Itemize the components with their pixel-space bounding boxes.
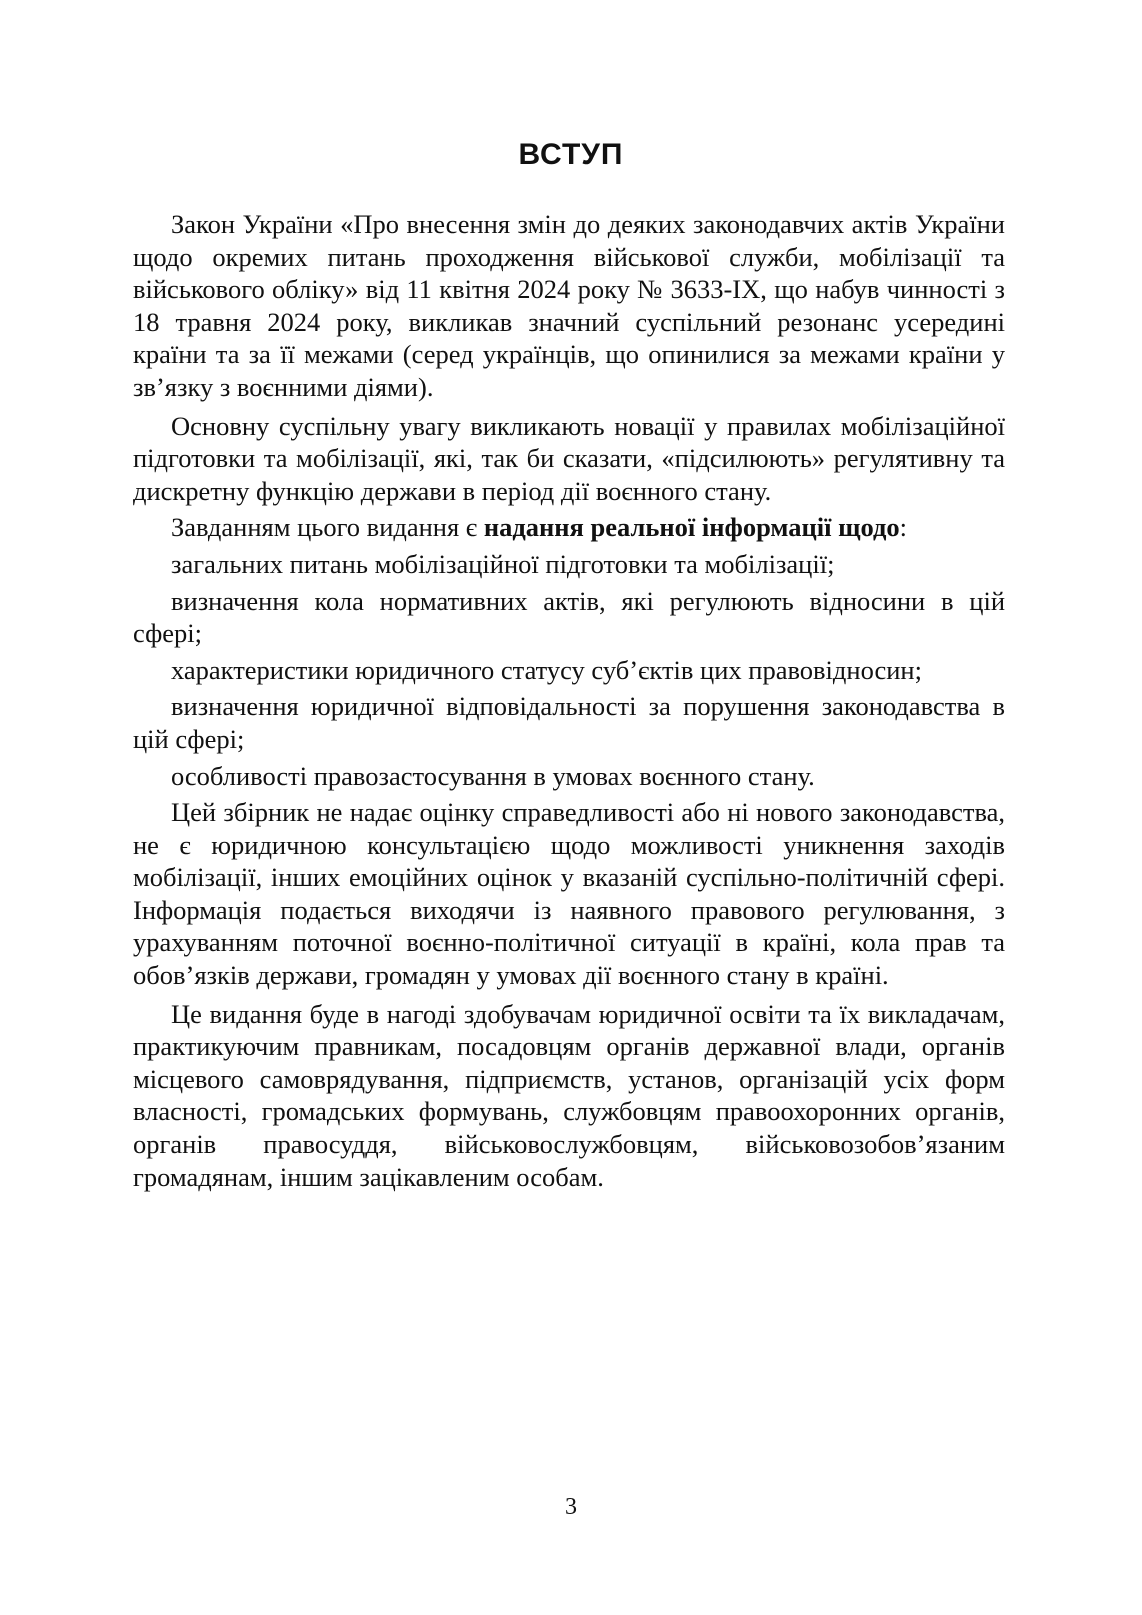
- paragraph-law-intro: Закон України «Про внесення змін до деяких законодавчих актів України щодо окремих питань проходження військової служби, мобілізації та військового обліку» від 11 квітня 2024 року № 3633-ІХ, що набув чинності з 18 травня 2024 року, викликав значний суспільний резонанс усередині країни та за її межами (серед українців, що опинилися за межами країни у зв’язку з воєнними діями).: [133, 209, 1005, 402]
- paragraph-public-attention: Основну суспільну увагу викликають новації у правилах мобілізаційної підготовки та мобілізації, які, так би сказати, «підсилюють» регулятивну та дискретну функцію держави в період дії воєнного стану.: [133, 410, 1005, 506]
- list-item: особливості правозастосування в умовах воєнного стану.: [171, 760, 815, 791]
- purpose-tail: :: [899, 512, 908, 543]
- page-number: 3: [565, 1494, 577, 1520]
- list-item: визначення юридичної відповідальності за порушення законодавства в цій сфері;: [133, 691, 1005, 754]
- purpose-emphasis: надання реальної інформації щодо: [483, 512, 900, 543]
- page-title: ВСТУП: [518, 138, 624, 171]
- list-item: характеристики юридичного статусу суб’єктів цих правовідносин;: [171, 654, 922, 685]
- list-item: загальних питань мобілізаційної підготовки та мобілізації;: [171, 548, 835, 579]
- paragraph-purpose: [133, 511, 1005, 544]
- paragraph-disclaimer: Цей збірник не надає оцінку справедливості або ні нового законодавства, не є юридичною консультацією щодо можливості уникнення заходів мобілізації, інших емоційних оцінок у вказаній суспільно-політичній сфері. Інформація подається виходячи із наявного правового регулювання, з урахуванням поточної воєнно-політичної ситуації в країні, кола прав та обов’язків держави, громадян у умовах дії воєнного стану в країні.: [133, 797, 1005, 991]
- body-text: [133, 208, 1005, 1197]
- paragraph-audience: Це видання буде в нагоді здобувачам юридичної освіти та їх викладачам, практикуючим правникам, посадовцям органів державної влади, органів місцевого самоврядування, підприємств, установ, організацій усіх форм власності, громадських формувань, службовцям правоохоронних органів, органів правосуддя, військовослужбовцям, військовозобов’язаним громадянам, іншим зацікавленим особам.: [133, 998, 1005, 1192]
- list-item: визначення кола нормативних актів, які регулюють відносини в цій сфері;: [133, 585, 1005, 649]
- purpose-lead: Завданням цього видання є: [171, 512, 484, 543]
